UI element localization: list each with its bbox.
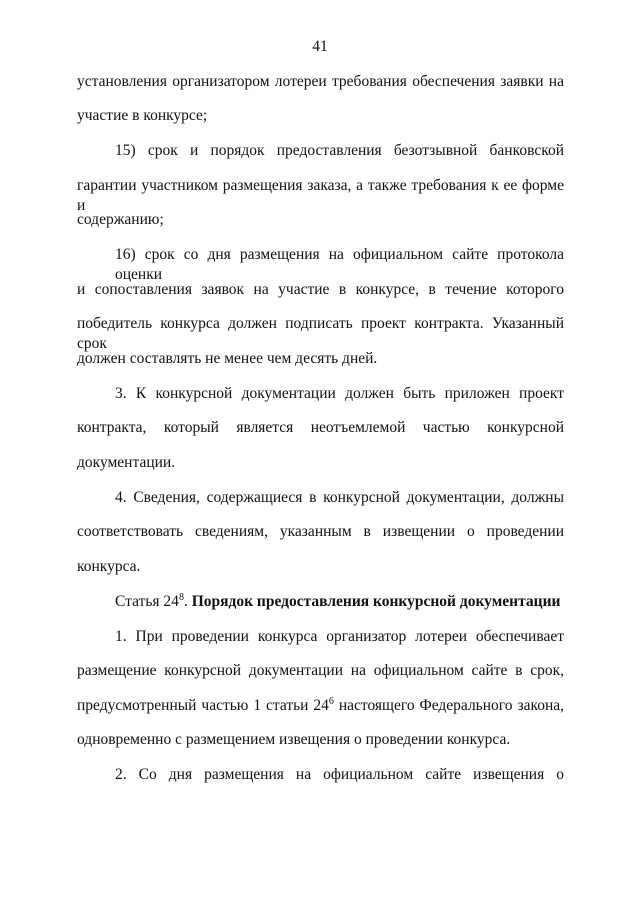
text-line xyxy=(77,696,564,716)
article-dot: . xyxy=(183,593,188,610)
text-line: 16) срок со дня размещения на официальном сайте протокола оценки xyxy=(115,246,564,283)
text-line: 15) срок и порядок предоставления безотзывной банковской xyxy=(115,142,564,159)
text-line: 4. Сведения, содержащиеся в конкурсной документации, должны xyxy=(115,489,564,506)
article-superscript: 8 xyxy=(178,592,184,603)
text-line: документации. xyxy=(77,454,176,471)
text-line: конкурса. xyxy=(77,558,141,575)
article-heading xyxy=(115,592,560,612)
text-line: размещение конкурсной документации на официальном сайте в срок, xyxy=(77,662,564,679)
text-part: предусмотренный частью 1 статьи 24 xyxy=(77,697,329,714)
text-line: 2. Со дня размещения на официальном сайте извещения о xyxy=(115,766,564,783)
text-line: победитель конкурса должен подписать проект контракта. Указанный срок xyxy=(77,315,564,352)
text-line: контракта, который является неотъемлемой частью конкурсной xyxy=(77,419,564,436)
text-line: одновременно с размещением извещения о проведении конкурса. xyxy=(77,731,511,748)
text-line: участие в конкурсе; xyxy=(77,107,208,124)
text-line: гарантии участником размещения заказа, а также требования к ее форме и xyxy=(77,177,564,214)
article-prefix: Статья 24 xyxy=(115,593,179,610)
text-line: соответствовать сведениям, указанным в извещении о проведении xyxy=(77,523,564,540)
text-line: должен составлять не менее чем десять дней. xyxy=(77,350,378,367)
text-line: 1. При проведении конкурса организатор лотереи обеспечивает xyxy=(115,628,564,645)
text-line: содержанию; xyxy=(77,211,164,228)
text-superscript: 6 xyxy=(328,696,334,707)
text-part: настоящего Федерального закона, xyxy=(333,697,564,714)
text-line: установления организатором лотереи требования обеспечения заявки на xyxy=(77,73,564,90)
text-line: 3. К конкурсной документации должен быть приложен проект xyxy=(115,385,564,402)
text-line: и сопоставления заявок на участие в конкурсе, в течение которого xyxy=(77,281,564,298)
page-number: 41 xyxy=(312,38,328,55)
article-title: Порядок предоставления конкурсной документации xyxy=(187,593,561,610)
